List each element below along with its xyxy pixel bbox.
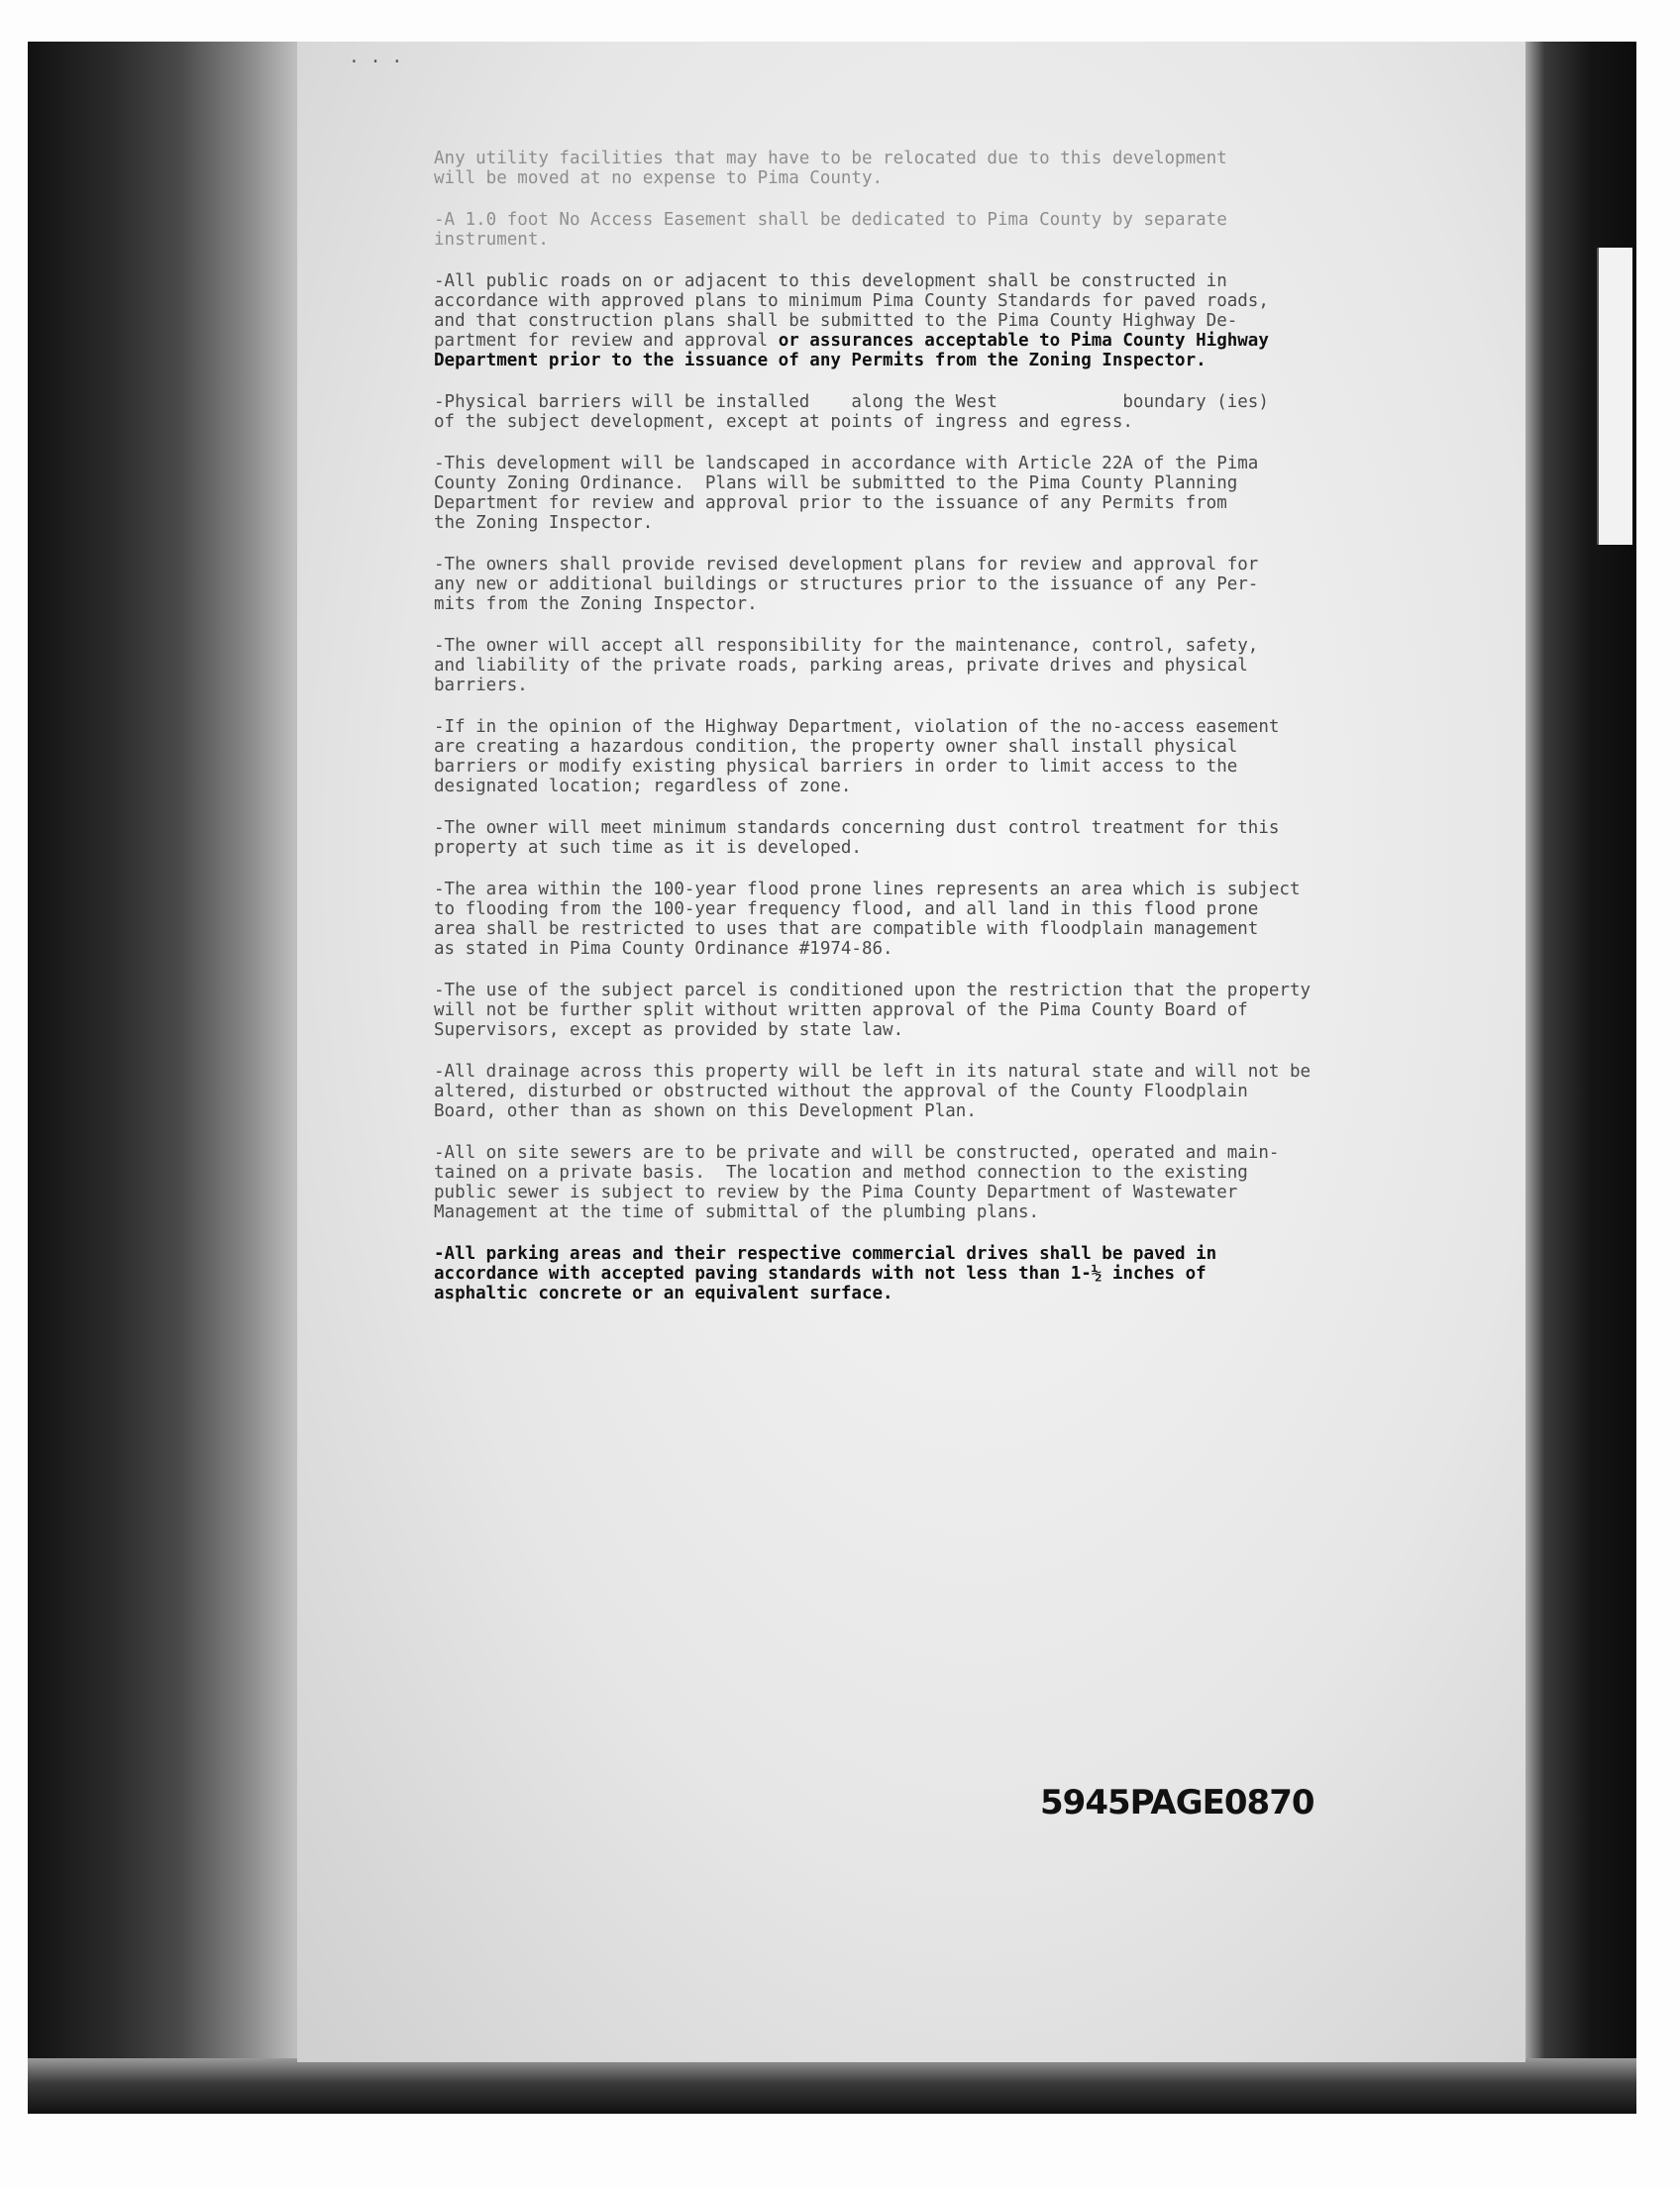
paragraph-utility-facilities: Any utility facilities that may have to be relocated due to this development will be moved at no expense to Pima County. [434,149,1227,188]
paragraph-drainage: -All drainage across this property will be left in its natural state and will not be altered, disturbed or obstructed without the approval of the County Floodplain Board, other than as shown on this Development Plan. [434,1062,1312,1121]
paragraph-dust-control: -The owner will meet minimum standards concerning dust control treatment for this property at such time as it is developed. [434,818,1280,858]
side-tab [1597,248,1632,545]
document-body [434,149,1484,1325]
paragraph-revised-plans: -The owners shall provide revised development plans for review and approval for any new or additional buildings or structures prior to the issuance of any Per- mits from the Zoning Inspector. [434,555,1259,614]
paragraph-physical-barriers: -Physical barriers will be installed along the West boundary (ies) of the subject development, except at points of ingress and egress. [434,392,1269,432]
scan-edge-left [28,42,305,2114]
paragraph-public-roads: -All public roads on or adjacent to this development shall be constructed in accordance with approved plans to minimum Pima County Standards for paved roads, and that construction plans shall be submitted to the Pima County Highway De- partment for review and approval or assurances acceptable to Pima County Highway Department prior to the issuance of any Permits from the Zoning Inspector. [434,271,1269,370]
paragraph-sewers: -All on site sewers are to be private and will be constructed, operated and main- tained on a private basis. The location and method connection to the existing public sewer is subject to review by the Pima County Department of Wastewater Management at the time of submittal of the plumbing plans. [434,1143,1280,1222]
corner-mark: · · · [349,52,403,72]
paragraph-parking-areas: -All parking areas and their respective commercial drives shall be paved in accordance with accepted paving standards with not less than 1-½ inches of asphaltic concrete or an equivalent surface. [434,1244,1217,1303]
paragraph-public-roads-bold: or assurances acceptable to Pima County Highway Department prior to the issuance of any Permits from the Zoning Inspector. [434,331,1269,370]
paragraph-flood-prone: -The area within the 100-year flood prone lines represents an area which is subject to flooding from the 100-year frequency flood, and all land in this flood prone area shall be restricted to uses that are compatible with floodplain management as stated in Pima County Ordinance #1974-86. [434,880,1301,959]
paragraph-landscaping: -This development will be landscaped in accordance with Article 22A of the Pima County Zoning Ordinance. Plans will be submitted to the Pima County Planning Department for review and approval prior to the issuance of any Permits from the Zoning Inspector. [434,454,1259,533]
scan-edge-bottom [28,2058,1636,2114]
paragraph-no-access-easement: -A 1.0 foot No Access Easement shall be dedicated to Pima County by separate instrument. [434,210,1227,250]
paragraph-parcel-split: -The use of the subject parcel is conditioned upon the restriction that the property will not be further split without written approval of the Pima County Board of Supervisors, except as provided by state law. [434,981,1312,1040]
paragraph-owner-responsibility: -The owner will accept all responsibility for the maintenance, control, safety, and liability of the private roads, parking areas, private drives and physical barriers. [434,636,1259,695]
recording-stamp: 5945PAGE0870 [1040,1783,1314,1822]
paragraph-highway-department: -If in the opinion of the Highway Department, violation of the no-access easement are creating a hazardous condition, the property owner shall install physical barriers or modify existing physical barriers in order to limit access to the designated location; regardless of zone. [434,717,1280,796]
